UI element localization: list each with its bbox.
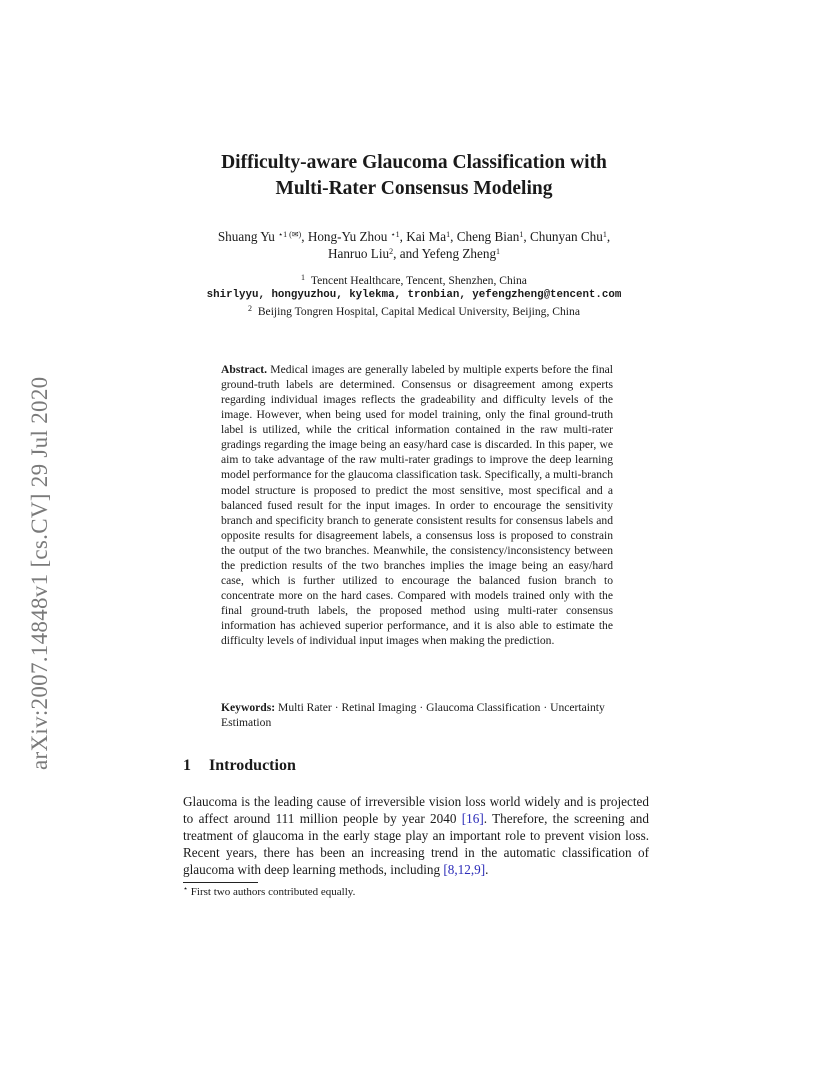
author-name: , Kai Ma [399, 229, 447, 244]
author-name: , Hong-Yu Zhou [301, 229, 388, 244]
affiliation-mark: 2 [248, 303, 253, 313]
footnote [183, 886, 355, 898]
intro-text: Glaucoma is the leading cause of irreversible vision loss world widely and is projected to affect around 111 million people by year 2040 [183, 794, 649, 826]
affiliation-1 [150, 273, 678, 288]
keywords-text: Multi Rater · Retinal Imaging · Glaucoma Classification · Uncertainty Estimation [221, 701, 605, 730]
keywords [221, 700, 613, 730]
author-mark: 1 [446, 230, 451, 239]
intro-text: . [485, 862, 489, 877]
section-heading [183, 757, 296, 775]
author-emails: shirlyyu, hongyuzhou, kylekma, tronbian, yefengzheng@tencent.com [206, 289, 622, 302]
footnote-text: First two authors contributed equally. [190, 886, 356, 898]
paper-title [140, 150, 688, 202]
footnote-divider [183, 882, 258, 883]
intro-text: . Therefore, the screening and treatment of glaucoma in the early stage play an important role to prevent vision loss. Recent years, there has been an increasing trend in the automatic classification of glaucoma with deep learning methods, including [183, 811, 649, 877]
abstract [221, 362, 613, 648]
author-list [150, 228, 678, 262]
author-name: Hanruo Liu [327, 246, 390, 261]
author-name: , Chunyan Chu [523, 229, 603, 244]
author-name: Shuang Yu [217, 229, 275, 244]
section-title: Introduction [209, 757, 296, 774]
affiliation-text: Beijing Tongren Hospital, Capital Medical University, Beijing, China [257, 304, 580, 318]
author-mark: 1 [519, 230, 524, 239]
keywords-label: Keywords: [221, 701, 276, 714]
author-name: , Cheng Bian [450, 229, 520, 244]
title-line-2: Multi-Rater Consensus Modeling [275, 178, 553, 199]
title-line-1: Difficulty-aware Glaucoma Classification with [221, 152, 607, 173]
author-mark: 2 [389, 247, 394, 256]
affiliation-block [150, 273, 678, 319]
citation-link[interactable]: [8,12,9] [443, 862, 486, 877]
affiliation-text: Tencent Healthcare, Tencent, Shenzhen, China [310, 274, 527, 287]
author-mark: ⋆1 (✉) [278, 230, 302, 239]
author-mark: ⋆1 [390, 230, 400, 239]
intro-paragraph [183, 793, 649, 878]
author-mark: 1 [496, 247, 501, 256]
affiliation-2 [150, 304, 678, 319]
author-mark: 1 [602, 230, 607, 239]
section-number: 1 [183, 757, 191, 774]
author-separator: , [606, 229, 611, 244]
abstract-label: Abstract. [221, 363, 268, 376]
footnote-mark: ⋆ [183, 884, 189, 893]
abstract-text: Medical images are generally labeled by multiple experts before the final ground-truth labels are determined. Consensus or disagreement among experts regarding individual images reflects the gradeability and difficulty levels of the image. However, when being used for model training, only the final ground-truth label is utilized, while the critical information contained in the raw multi-rater gradings regarding the image being an easy/hard case is discarded. In this paper, we aim to take advantage of the raw multi-rater gradings to improve the deep learning model performance for the glaucoma classification task. Specifically, a multi-branch model structure is proposed to predict the most sensitive, most specifical and a balanced fused result for the input images. In order to encourage the sensitivity branch and specificity branch to generate consistent results for consensus labels and opposite results for disagreement labels, a consensus loss is proposed to constrain the output of the two branches. Meanwhile, the consistency/inconsistency between the prediction results of the two branches implies the image being an easy/hard case, which is further utilized to encourage the balanced fusion branch to concentrate more on the hard cases. Compared with models trained only with the final ground-truth labels, the proposed method using multi-rater consensus information has achieved superior performance, and it is also able to estimate the difficulty levels of individual input images when making the prediction. [221, 363, 613, 648]
author-name: , and Yefeng Zheng [393, 246, 497, 261]
affiliation-mark: 1 [301, 273, 306, 282]
arxiv-identifier: arXiv:2007.14848v1 [cs.CV] 29 Jul 2020 [27, 376, 52, 770]
citation-link[interactable]: [16] [461, 811, 484, 826]
